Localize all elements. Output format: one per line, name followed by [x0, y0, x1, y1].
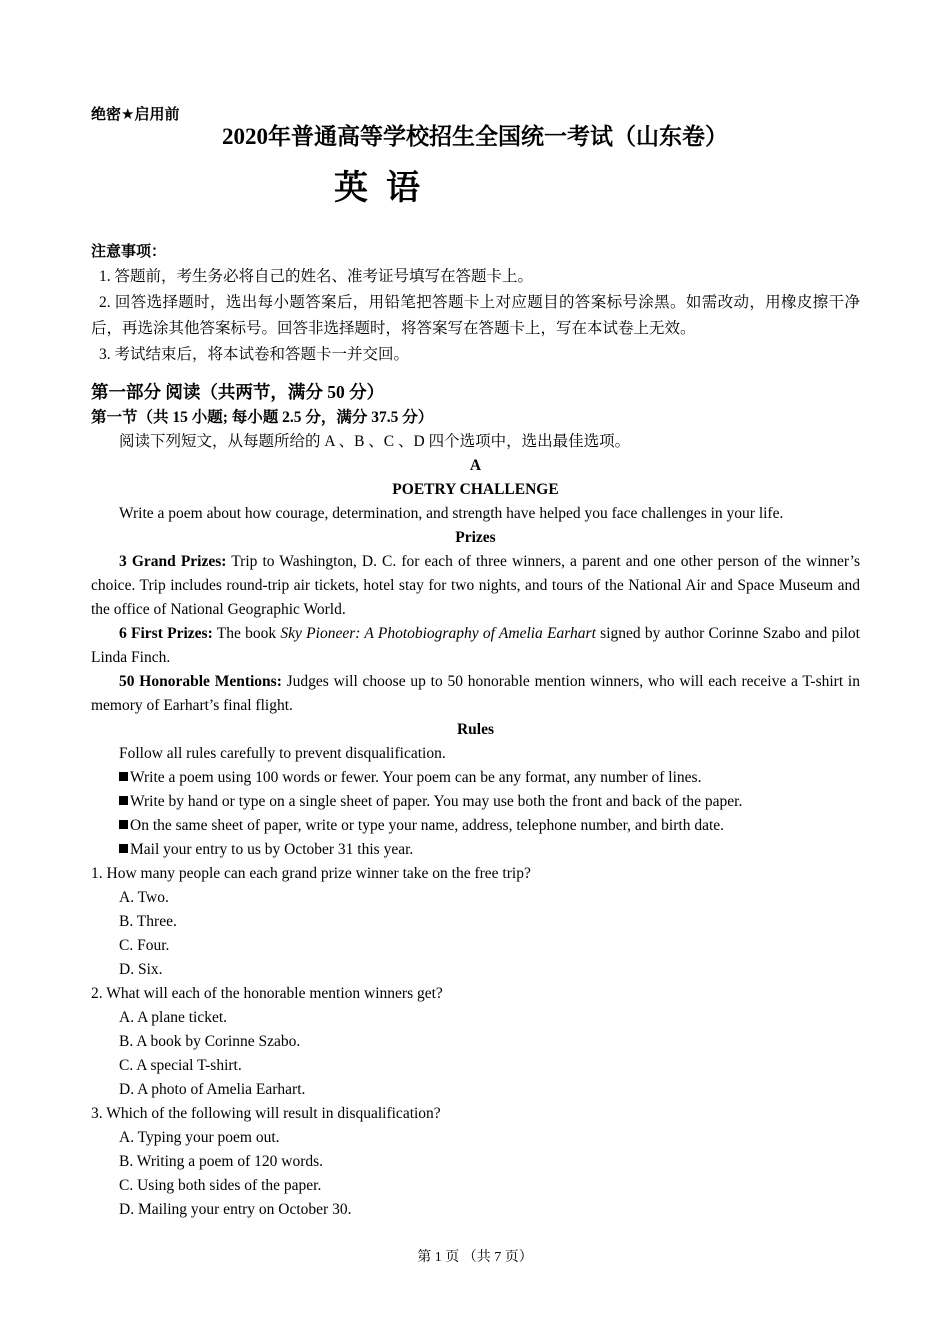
answer-option: D. Six.: [119, 961, 163, 978]
answer-option: A. A plane ticket.: [119, 1009, 228, 1026]
confidential-label: 绝密★启用前: [91, 105, 180, 123]
question-stem: 1. How many people can each grand prize winner take on the free trip?: [91, 865, 531, 882]
first-prize-paragraph: [91, 622, 860, 670]
book-title: Sky Pioneer: A Photobiography of Amelia Earhart: [280, 625, 596, 642]
notice-item: 3. 考试结束后，将本试卷和答题卡一并交回。: [99, 346, 410, 363]
rule-item: [91, 814, 860, 838]
exam-body: [91, 238, 860, 1222]
page-number: 第 1 页 （共 7 页）: [417, 1250, 533, 1265]
square-bullet-icon: [119, 772, 128, 781]
answer-option: C. Using both sides of the paper.: [119, 1177, 322, 1194]
first-prize-text: The book: [212, 625, 281, 642]
rule-text: On the same sheet of paper, write or type your name, address, telephone number, and birth date.: [130, 817, 725, 834]
rule-text: Mail your entry to us by October 31 this year.: [130, 841, 414, 858]
exam-title: 2020年普通高等学校招生全国统一考试（山东卷）: [222, 124, 728, 149]
answer-option: A. Two.: [119, 889, 169, 906]
answer-option: B. Writing a poem of 120 words.: [119, 1153, 324, 1170]
square-bullet-icon: [119, 844, 128, 853]
square-bullet-icon: [119, 796, 128, 805]
answer-option: D. Mailing your entry on October 30.: [119, 1201, 352, 1218]
first-prize-text-end: signed by author Corinne Szabo and pilot Linda Finch.: [91, 625, 860, 666]
honorable-text: Judges will choose up to 50 honorable mention winners, who will each receive a T-shirt in memory of Earhart’s final flight.: [91, 673, 860, 714]
prizes-heading: Prizes: [455, 529, 496, 546]
rule-item: [91, 766, 860, 790]
rule-text: Write by hand or type on a single sheet of paper. You may use both the front and back of the paper.: [130, 793, 743, 810]
part-heading: 第一部分 阅读（共两节，满分 50 分）: [91, 382, 385, 402]
answer-option: B. Three.: [119, 913, 177, 930]
passage-title: POETRY CHALLENGE: [392, 481, 559, 498]
first-prize-label: 6 First Prizes:: [119, 625, 213, 642]
notice-item: 2. 回答选择题时，选出每小题答案后，用铅笔把答题卡上对应题目的答案标号涂黑。如需改动，用橡皮擦干净后，再选涂其他答案标号。回答非选择题时，将答案写在答题卡上，写在本试卷上无效。: [91, 294, 860, 337]
rule-item: [91, 790, 860, 814]
instruction: 阅读下列短文，从每题所给的 A 、B 、C 、D 四个选项中，选出最佳选项。: [119, 433, 631, 450]
rule-text: Write a poem using 100 words or fewer. Your poem can be any format, any number of lines.: [130, 769, 702, 786]
question-stem: 3. Which of the following will result in disqualification?: [91, 1105, 441, 1122]
answer-option: B. A book by Corinne Szabo.: [119, 1033, 301, 1050]
section-heading: 第一节（共 15 小题; 每小题 2.5 分，满分 37.5 分）: [91, 409, 434, 426]
grand-prize-text: Trip to Washington, D. C. for each of three winners, a parent and one other person of the winner’s choice. Trip includes round-trip air tickets, hotel stay for two nights, and tours of the National Air and Space Museum and the office of National Geographic World.: [91, 553, 860, 618]
answer-option: C. Four.: [119, 937, 170, 954]
grand-prize-label: 3 Grand Prizes:: [119, 553, 227, 570]
rules-heading: Rules: [456, 721, 495, 738]
passage-letter: A: [469, 457, 482, 474]
passage-intro: Write a poem about how courage, determination, and strength have helped you face challenges in your life.: [119, 505, 784, 522]
subject-title: 英语: [334, 168, 438, 208]
answer-option: D. A photo of Amelia Earhart.: [119, 1081, 306, 1098]
square-bullet-icon: [119, 820, 128, 829]
question-stem: 2. What will each of the honorable mention winners get?: [91, 985, 443, 1002]
honorable-label: 50 Honorable Mentions:: [119, 673, 282, 690]
honorable-paragraph: [91, 670, 860, 718]
grand-prize-paragraph: [91, 550, 860, 622]
answer-option: A. Typing your poem out.: [119, 1129, 280, 1146]
rule-item: [91, 838, 860, 862]
answer-option: C. A special T-shirt.: [119, 1057, 242, 1074]
rules-intro: Follow all rules carefully to prevent disqualification.: [119, 745, 446, 762]
notice-heading: 注意事项：: [91, 242, 167, 260]
notice-item: 1. 答题前，考生务必将自己的姓名、准考证号填写在答题卡上。: [99, 268, 534, 285]
